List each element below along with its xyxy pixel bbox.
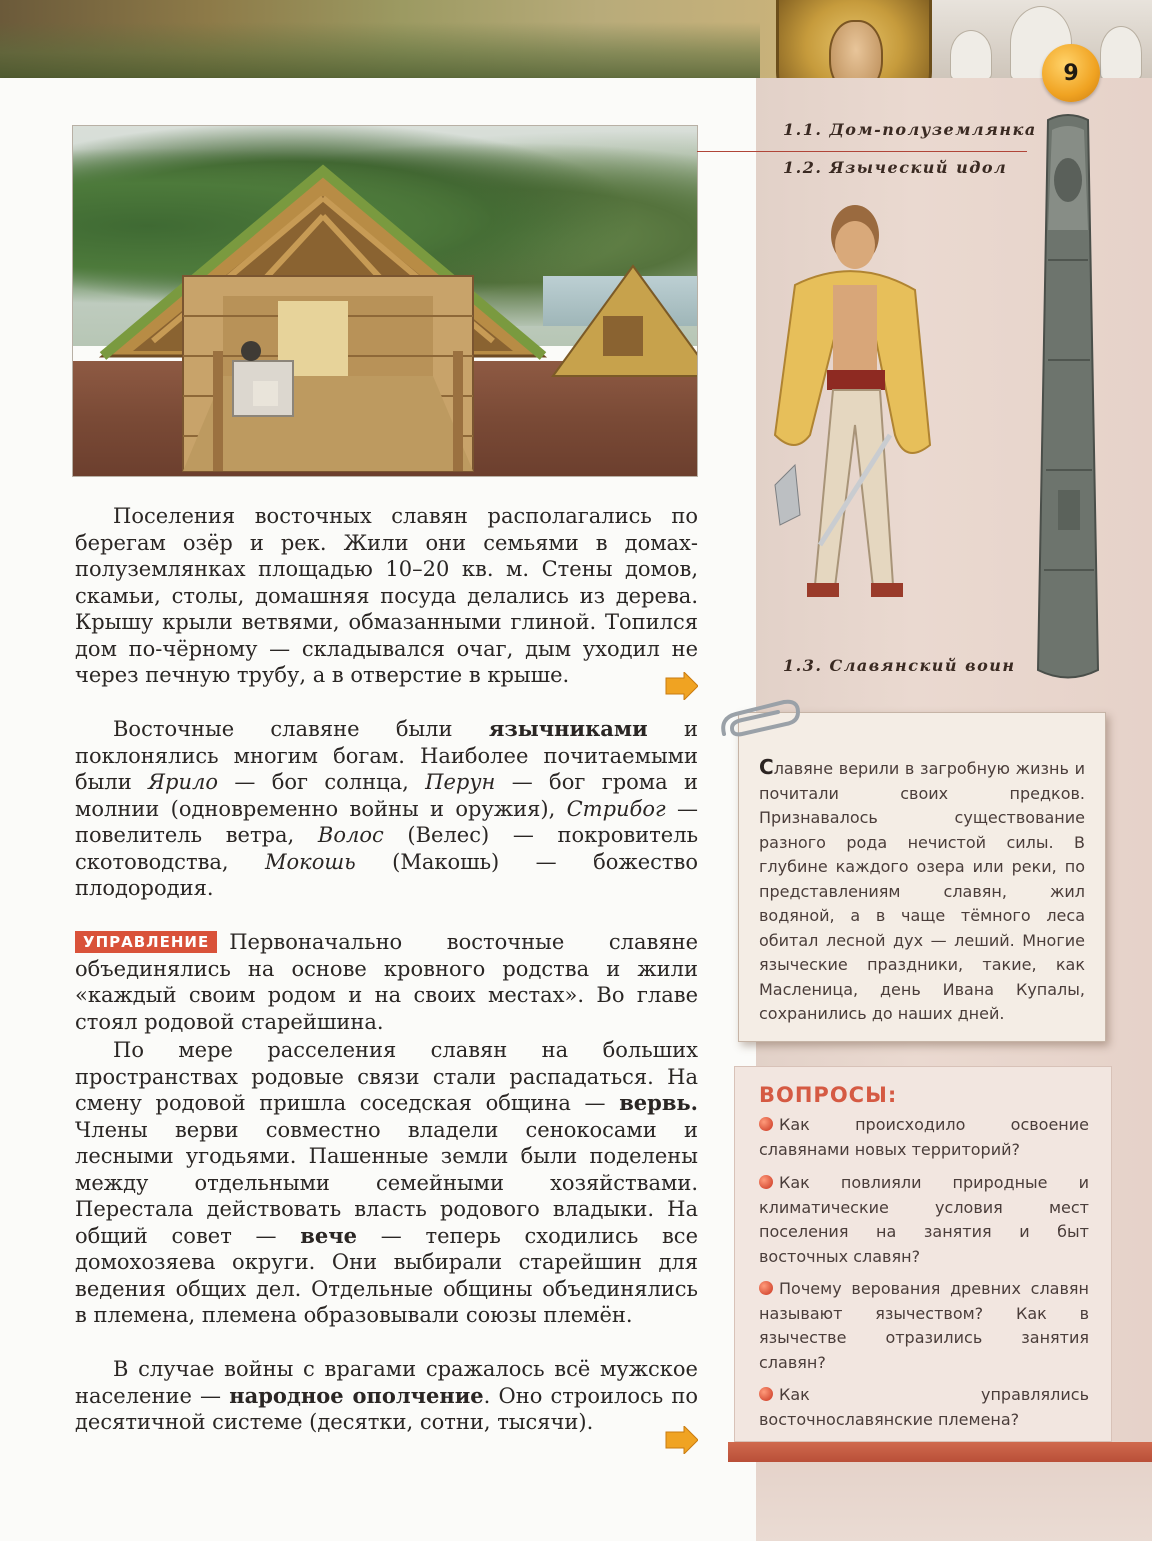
god-volos: Волос bbox=[317, 823, 384, 847]
paragraph-paganism: Восточные славяне были язычниками и поклонялись многим богам. Наиболее почитаемыми были Ярило — бог солнца, Перун — бог грома и молнии (одновременно войны и оружия), Стрибог — повелитель ветра, Волос (Велес) — покровитель скотоводства, Мокошь (Макошь) — божество плодородия. bbox=[75, 716, 699, 900]
pit-house-illustration bbox=[72, 125, 698, 477]
term-militia: народное ополчение bbox=[229, 1382, 484, 1408]
caption-pagan-idol: 1.2. Языческий идол bbox=[783, 158, 1008, 177]
caption-pit-house: 1.1. Дом-полуземлянка bbox=[783, 120, 1037, 139]
note-text: Славяне верили в загробную жизнь и почитали своих предков. Признавалось существование разного рода нечистой силы. В глубине каждого озера или реки, по представлениям славян, жил водяной, а в чаще тёмного леса обитал лесной дух — леший. Многие языческие праздники, такие, как Масленица, день Ивана Купалы, сохранились до наших дней. bbox=[759, 755, 1085, 1023]
paragraph-settlements: Поселения восточных славян располагались по берегам озёр и рек. Жили они семьями в домах-полуземлянках площадью 10–20 кв. м. Стены домов, скамьи, столы, домашняя посуда делались из дерева. Крышу крыли ветвями, обмазанными глиной. Топился дом по-чёрному — складывался очаг, дым уходил не через печную трубу, а в отверстие в крыше. bbox=[75, 504, 698, 687]
questions-box bbox=[734, 1066, 1112, 1442]
section-tag-governance: УПРАВЛЕНИЕ bbox=[75, 931, 217, 953]
caption-slavic-warrior: 1.3. Славянский воин bbox=[783, 656, 1016, 675]
paragraph-governance: УПРАВЛЕНИЕ Первоначально восточные славяне объединялись на основе кровного родства и жили «каждый своим родом и на своих местах». Во главе стоял родовой старейшина. bbox=[75, 930, 698, 1034]
question-item: Как управлялись восточнославянские племена? bbox=[759, 1385, 1089, 1429]
bullet-icon bbox=[759, 1175, 773, 1189]
pagan-idol-illustration bbox=[1018, 110, 1118, 690]
bullet-icon bbox=[759, 1117, 773, 1131]
questions-title: ВОПРОСЫ: bbox=[759, 1083, 898, 1107]
paperclip-icon bbox=[714, 694, 804, 754]
note-box bbox=[738, 712, 1106, 1042]
note-initial: С bbox=[759, 755, 774, 779]
term-verv: вервь. bbox=[619, 1090, 698, 1115]
question-item: Как повлияли природные и климатические условия мест поселения на занятия и быт восточных славян? bbox=[759, 1173, 1089, 1266]
term-veche: вече bbox=[300, 1222, 357, 1248]
top-banner-illustration bbox=[0, 0, 1152, 78]
bullet-icon bbox=[759, 1387, 773, 1401]
banner-landscape bbox=[0, 22, 760, 78]
sidebar-bottom bbox=[756, 1462, 1152, 1541]
slavic-warrior-illustration bbox=[755, 195, 1015, 635]
god-perun: Перун bbox=[425, 770, 496, 794]
paragraph-community: По мере расселения славян на больших пространствах родовые связи стали распадаться. На смену родовой пришла соседская община — вервь. Члены верви совместно владели сенокосами и лесными угодьями. Пашенные земли были поделены между отдельными семейными хозяйствами. Перестала действовать власть родового владыки. На общий совет — вече — теперь сходились все домохозяева округи. Они выбирали старейшин для ведения общих дел. Отдельные общины объединялись в племена, племена образовывали союзы племён. bbox=[75, 1038, 698, 1327]
paragraph-militia: В случае войны с врагами сражалось всё мужское население — народное ополчение. Оно строилось по десятичной системе (десятки, сотни, тысячи). bbox=[75, 1357, 698, 1434]
page-number-badge: 9 bbox=[1042, 44, 1100, 102]
god-stribog: Стрибог bbox=[566, 796, 666, 821]
bullet-icon bbox=[759, 1281, 773, 1295]
god-yarilo: Ярило bbox=[148, 770, 218, 794]
house-drawing bbox=[73, 126, 697, 476]
arrow-marker-icon[interactable] bbox=[664, 672, 698, 700]
caption-leader-line bbox=[697, 151, 1027, 152]
arrow-marker-icon[interactable] bbox=[664, 1426, 698, 1454]
question-item: Как происходило освоение славянами новых территорий? bbox=[759, 1115, 1089, 1159]
banner-monastery bbox=[930, 0, 1152, 78]
question-item: Почему верования древних славян называют язычеством? Как в язычестве отразились занятия славян? bbox=[759, 1279, 1089, 1372]
bottom-accent-stripe bbox=[728, 1442, 1152, 1462]
term-pagans: язычниками bbox=[488, 716, 648, 741]
god-mokosh: Мокошь bbox=[265, 849, 356, 874]
